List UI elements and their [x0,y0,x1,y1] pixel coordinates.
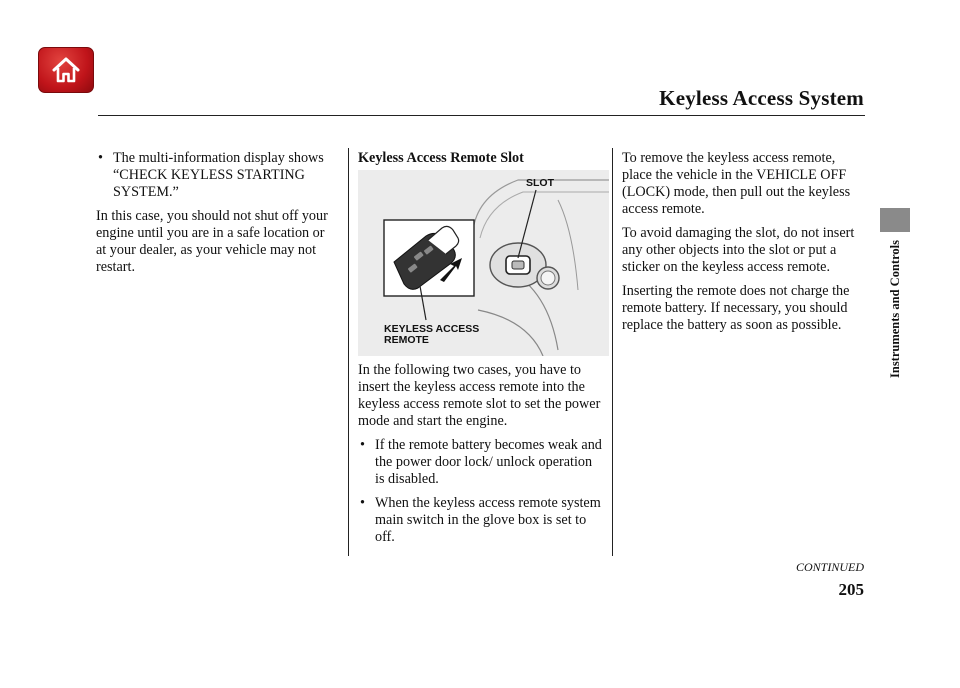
column-divider-2 [612,148,613,556]
list-item [358,437,602,488]
section-tab-marker [880,208,910,232]
bullet-dot: • [98,150,103,166]
body-paragraph: In the following two cases, you have to insert the keyless access remote into the keyless access remote slot to set the power mode and start the engine. [358,362,601,429]
bullet-text: If the remote battery becomes weak and the power door lock/ unlock operation is disabled. [375,437,602,487]
bullet-text: The multi-information display shows “CHECK KEYLESS STARTING SYSTEM.” [113,150,324,200]
column-1 [96,150,336,283]
page-number: 205 [838,580,864,599]
header-rule [98,115,865,116]
list-item [96,150,336,201]
section-tab-text: Instruments and Controls [887,240,902,378]
bullet-text: When the keyless access remote system main switch in the glove box is set to off. [375,495,601,545]
column-3 [622,150,868,341]
list-item [358,495,602,546]
remote-slot-figure [358,170,609,356]
body-paragraph: Inserting the remote does not charge the remote battery. If necessary, you should replace the battery as soon as possible. [622,283,850,333]
body-paragraph: To remove the keyless access remote, place the vehicle in the VEHICLE OFF (LOCK) mode, then pull out the keyless access remote. [622,150,851,217]
section-tab-label [878,240,912,390]
section-heading: Keyless Access Remote Slot [358,150,524,166]
slot-label: SLOT [526,177,554,189]
column-divider-1 [348,148,349,556]
page-title: Keyless Access System [659,86,864,110]
body-paragraph: To avoid damaging the slot, do not insert any other objects into the slot or put a sticker on the keyless access remote. [622,225,855,275]
remote-label-line1: KEYLESS ACCESS [384,323,480,335]
column-2 [358,150,602,553]
continued-marker: CONTINUED [795,560,864,574]
remote-label-line2: REMOTE [384,334,429,346]
bullet-dot: • [360,495,365,511]
home-icon [51,56,81,84]
bullet-dot: • [360,437,365,453]
home-button[interactable] [38,47,94,93]
body-paragraph: In this case, you should not shut off your engine until you are in a safe location or at your dealer, as your vehicle may not restart. [96,208,328,275]
